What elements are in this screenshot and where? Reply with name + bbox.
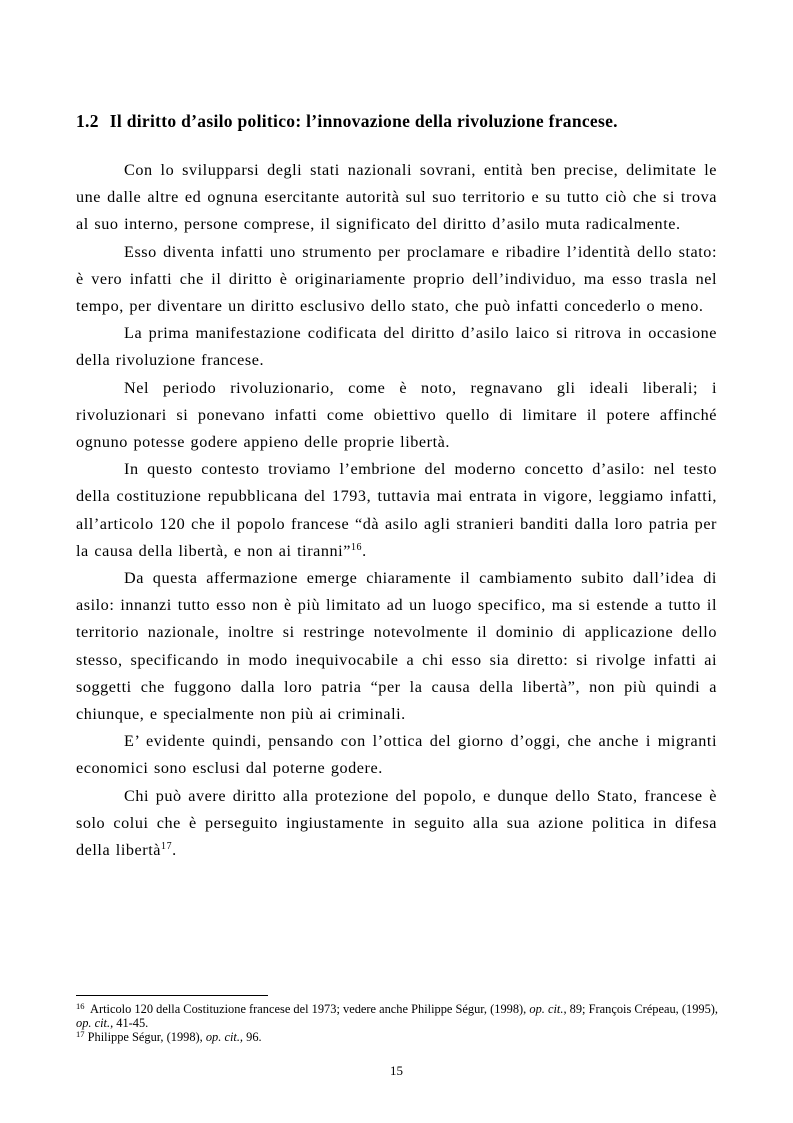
paragraph-4 (76, 375, 717, 457)
footnote-text: 96. (243, 1030, 262, 1045)
section-number: 1.2 (76, 111, 99, 131)
paragraph-8 (76, 783, 717, 865)
footnote-text: 89; François Crépeau, (1995), (566, 1002, 718, 1016)
footnote-text: Philippe Ségur, (1998), (87, 1030, 206, 1045)
paragraph-5-end: . (362, 541, 367, 560)
paragraph-7 (76, 728, 717, 782)
footnote-text: Articolo 120 della Costituzione francese del 1973; vedere anche Philippe Ségur, (1998), (90, 1002, 530, 1016)
footnote-number: 17 (76, 1029, 85, 1040)
footnote-16 (76, 1002, 718, 1030)
paragraph-2-text: Esso diventa infatti uno strumento per proclamare e ribadire l’identità dello stato: è vero infatti che il diritto è originariamente proprio dell’individuo, ma esso trasla nel tempo, per diventare un diritto esclusivo dello stato, che può infatti concederlo o meno. (76, 242, 717, 316)
footnotes (76, 1002, 718, 1045)
paragraph-4-text: Nel periodo rivoluzionario, come è noto, regnavano gli ideali liberali; i rivoluzionari si ponevano infatti come obiettivo quello di limitare il potere affinché ognuno potesse godere appieno delle proprie libertà. (76, 378, 717, 452)
footnote-ref-17[interactable]: 17 (161, 841, 173, 853)
footnote-italic: op. cit., (76, 1016, 114, 1031)
body-text (76, 157, 717, 864)
paragraph-5 (76, 456, 717, 565)
footnote-italic: op. cit., (205, 1030, 244, 1045)
paragraph-1 (76, 157, 717, 239)
paragraph-6 (76, 565, 717, 728)
paragraph-7-text: E’ evidente quindi, pensando con l’ottica del giorno d’oggi, che anche i migranti economici sono esclusi dal poterne godere. (76, 732, 717, 778)
paragraph-8-text: Chi può avere diritto alla protezione del popolo, e dunque dello Stato, francese è solo colui che è perseguito ingiustamente in seguito alla sua azione politica in difesa della libertà (76, 786, 717, 860)
paragraph-6-text: Da questa affermazione emerge chiaramente il cambiamento subito dall’idea di asilo: innanzi tutto esso non è più limitato ad un luogo specifico, ma si estende a tutto il territorio nazionale, inoltre si restringe notevolmente il dominio di applicazione dello stesso, specificando in modo inequivocabile a chi esso sia diretto: si rivolge infatti ai soggetti che fuggono dalla loro patria “per la causa della libertà”, non più quindi a chiunque, e specialmente non più ai criminali. (76, 569, 717, 724)
footnote-text: 41-45. (113, 1016, 149, 1031)
footnote-ref-16[interactable]: 16 (350, 541, 363, 553)
paragraph-5-text: In questo contesto troviamo l’embrione del moderno concetto d’asilo: nel testo della costituzione repubblicana del 1793, tuttavia mai entrata in vigore, leggiamo infatti, all’articolo 120 che il popolo francese “dà asilo agli stranieri banditi dalla loro patria per la causa della libertà, e non ai tiranni” (76, 460, 717, 560)
paragraph-2 (76, 239, 717, 321)
footnote-number: 16 (76, 1001, 85, 1011)
paragraph-1-text: Con lo svilupparsi degli stati nazionali sovrani, entità ben precise, delimitate le une dalle altre ed ognuna esercitante autorità sul suo territorio e su tutto ciò che si trova al suo interno, persone comprese, il significato del diritto d’asilo muta radicalmente. (76, 161, 717, 234)
page-number: 15 (390, 1063, 403, 1078)
section-heading (76, 111, 721, 132)
paragraph-8-end: . (172, 841, 177, 860)
footnote-17 (76, 1030, 718, 1044)
paragraph-3-text: La prima manifestazione codificata del diritto d’asilo laico si ritrova in occasione della rivoluzione francese. (76, 324, 717, 370)
footnote-separator (76, 995, 268, 996)
footnote-italic: op. cit., (529, 1002, 567, 1016)
section-title: Il diritto d’asilo politico: l’innovazione della rivoluzione francese. (109, 111, 618, 131)
paragraph-3 (76, 320, 717, 374)
